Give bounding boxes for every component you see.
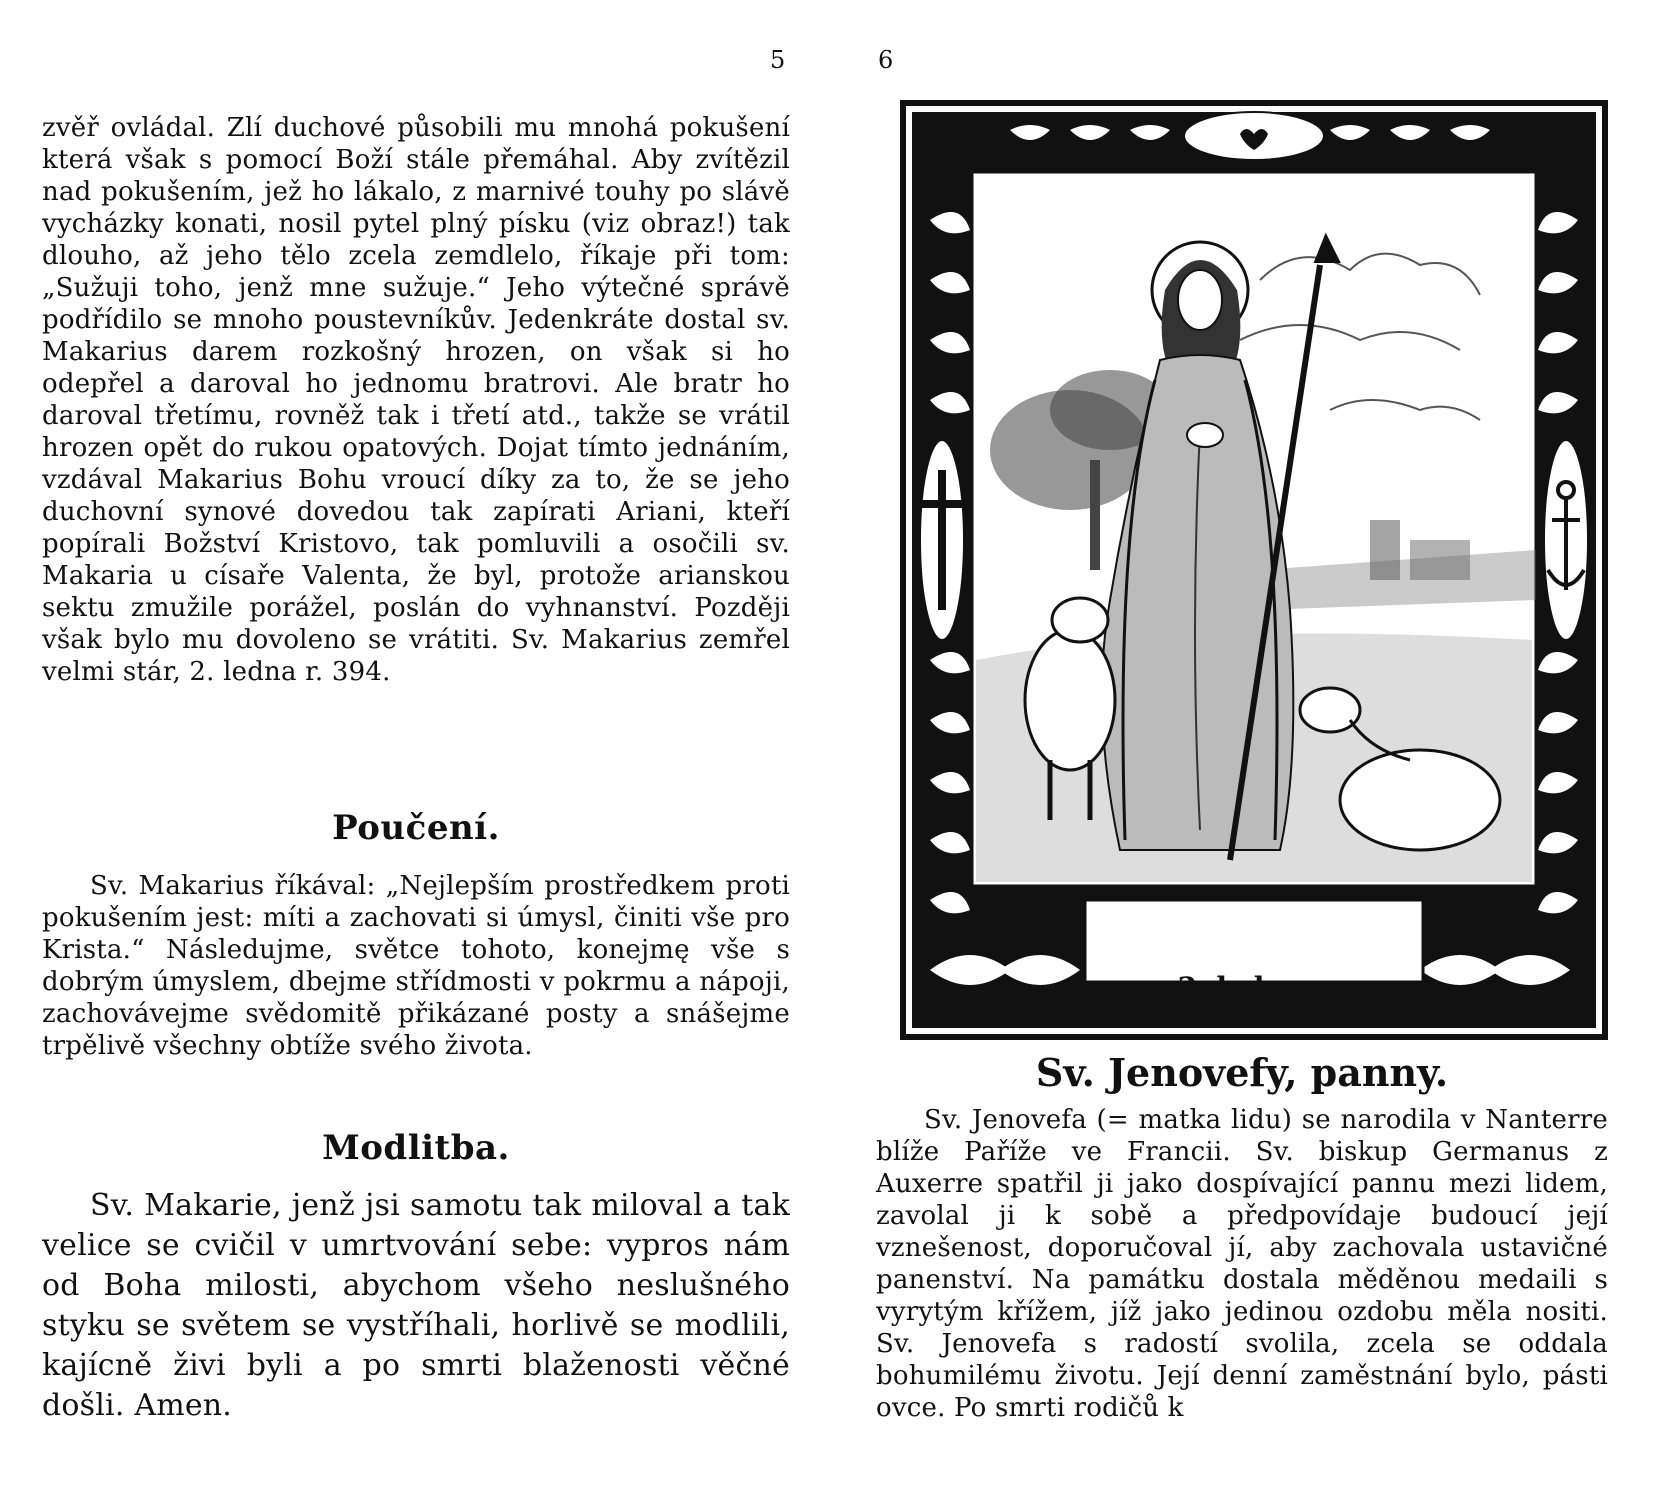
paragraph-text: Sv. Jenovefa (= matka lidu) se narodila v Nanterre blíže Paříže ve Francii. Sv. biskup Germanus z Auxerre spatřil ji jako dospívající pannu mezi lidem, zavolal ji k sobě a předpovídaje budoucí její vznešenost, doporučoval jí, aby zachovala ustavičné panenství. Na památku dostala měděnou medaili s vyrytým křížem, jíž jako jedinou ozdobu měla nositi. Sv. Jenovefa s radostí svolila, zcela se oddala bohumilému životu. Její denní zaměstnání bylo, pásti ovce. Po smrti rodičů k: [876, 1105, 1608, 1423]
heading-pouceni: Poučení.: [332, 808, 500, 848]
heading-jenovefa: Sv. Jenovefy, panny.: [1035, 1050, 1449, 1095]
heading-modlitba: Modlitba.: [322, 1128, 510, 1168]
saint-genevieve-illustration: [900, 100, 1608, 1040]
right-paragraph-1: [876, 1104, 1608, 1424]
page-number-left: 5: [770, 46, 786, 74]
pouceni-paragraph: [42, 870, 790, 1062]
paragraph-text: Sv. Makarius říkával: „Nejlepším prostředkem proti pokušením jest: míti a zachovati si úmysl, činiti vše pro Krista.“ Následujme, světce tohoto, konejmę vše s dobrým úmyslem, dbejme střídmosti v pokrmu a nápoji, zachovávejme svědomitě přikázané posty a snášejme trpělivě všechny obtíže svého života.: [42, 871, 790, 1061]
paragraph-text: zvěř ovládal. Zlí duchové působili mu mnohá pokušení která však s pomocí Boží stále přemáhal. Aby zvítězil nad pokušením, jež ho lákalo, z marnivé touhy po slávě vycházky konati, nosil pytel plný písku (viz obraz!) tak dlouho, až jeho tělo zcela zemdlelo, říkaje při tom: „Sužuji toho, jenž mne sužuje.“ Jeho výtečné správě podřídilo se mnoho poustevníkův. Jedenkráte dostal sv. Makarius darem rozkošný hrozen, on však si ho odepřel a daroval ho jednomu bratrovi. Ale bratr ho daroval třetímu, rovněž tak i třetí atd., takže se vrátil hrozen opět do rukou opatových. Dojat tímto jednáním, vzdával Makarius Bohu vroucí díky za to, že se jeho duchovní synové dovedou tak zapírati Ariani, kteří popírali Božství Kristovo, tak pomluvili a osočili sv. Makaria u císaře Valenta, že byl, protože arianskou sektu zmužile porážel, poslán do vyhnanství. Později však bylo mu dovoleno se vrátiti. Sv. Makarius zemřel velmi stár, 2. ledna r. 394.: [42, 113, 790, 687]
page-number-right: 6: [878, 46, 894, 74]
modlitba-paragraph: [42, 1186, 790, 1426]
paragraph-text: Sv. Makarie, jenž jsi samotu tak miloval a tak velice se cvičil v umrtvování sebe: vypros nám od Boha milosti, abychom všeho neslušného styku se světem se vystříhali, horlivě se modlili, kajícně živi byli a po smrti blaženosti věčné došli. Amen.: [42, 1188, 790, 1423]
feast-date-label: 3. ledna.: [1177, 971, 1313, 1004]
left-paragraph-1: [42, 112, 790, 688]
